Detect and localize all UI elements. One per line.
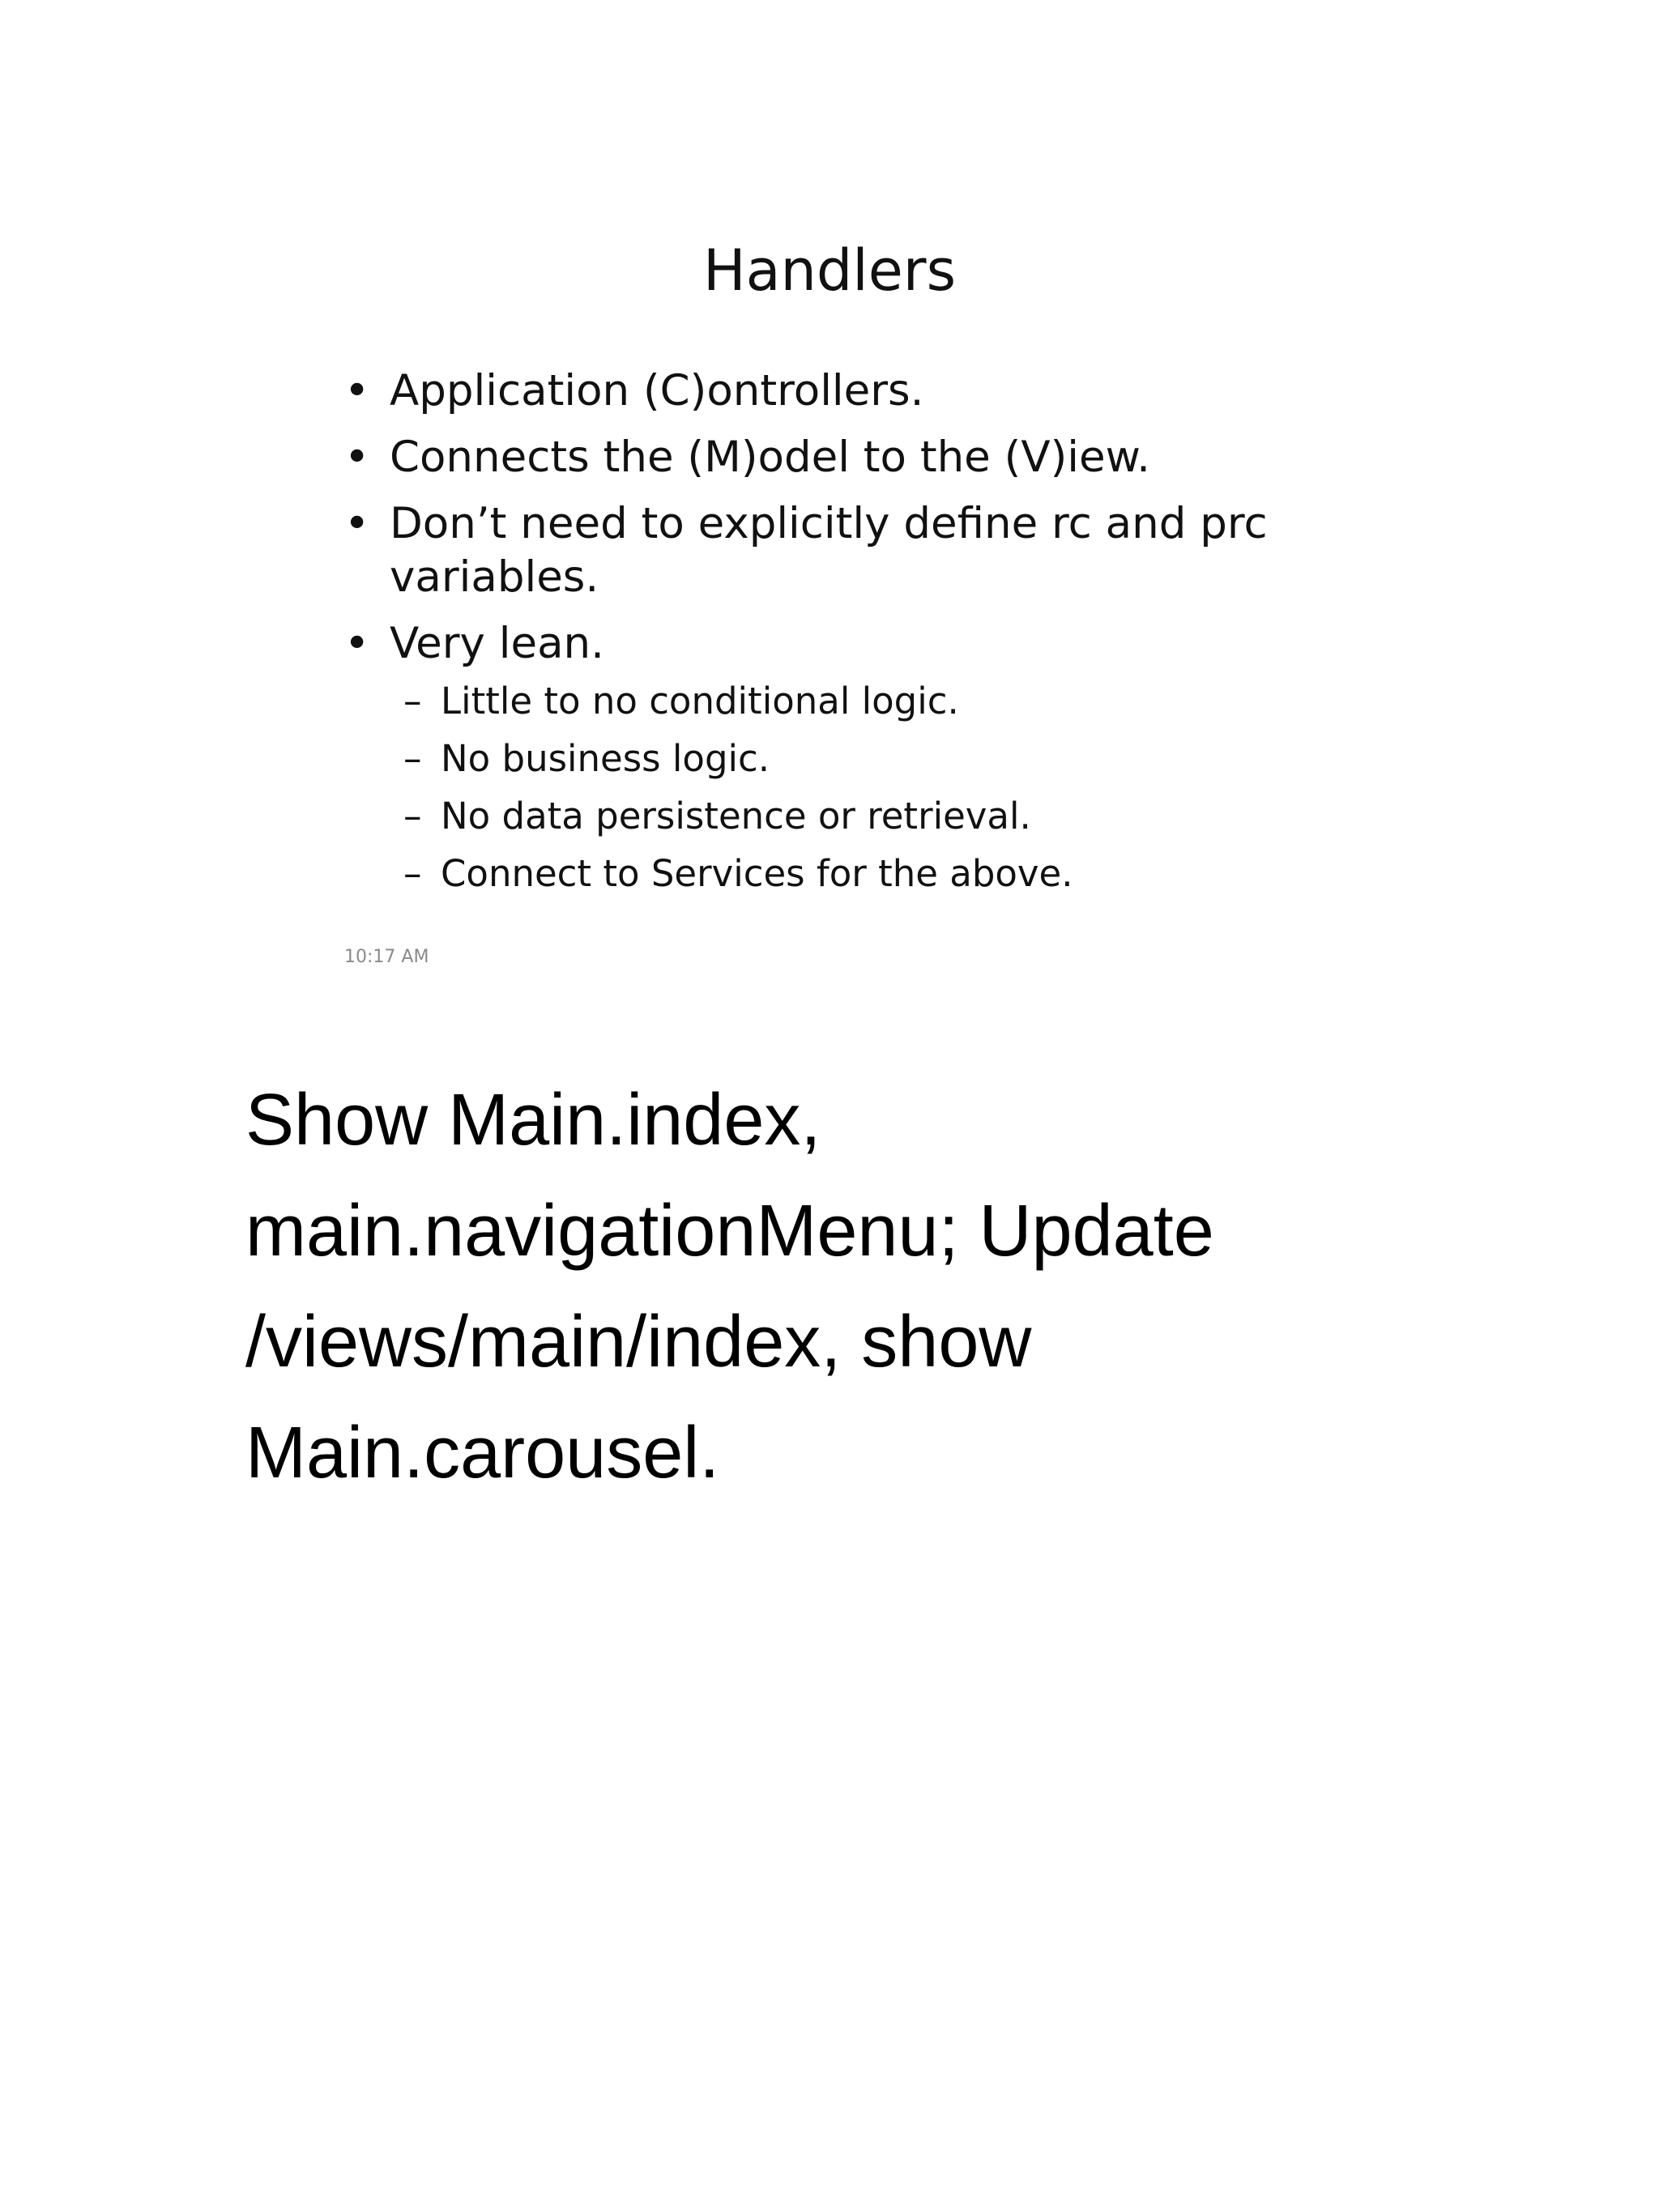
bullet-glyph: •: [344, 499, 370, 548]
subbullet-glyph: –: [403, 795, 422, 837]
bullet-text: Don’t need to explicitly define rc and prc variables.: [390, 499, 1268, 602]
subbullet-item: [403, 736, 1316, 782]
speaker-note: Show Main.index, main.navigationMenu; Update /views/main/index, show Main.carousel.: [245, 1080, 1214, 1494]
bullet-item: [344, 431, 1316, 484]
subbullet-glyph: –: [403, 680, 422, 722]
bullet-item: [344, 497, 1316, 604]
slide-timestamp: 10:17 AM: [344, 947, 429, 967]
subbullet-text: Little to no conditional logic.: [441, 680, 959, 722]
bullet-glyph: •: [344, 619, 370, 668]
bullet-glyph: •: [344, 366, 370, 416]
subbullet-glyph: –: [403, 737, 422, 780]
subbullet-glyph: –: [403, 852, 422, 895]
bullet-text: Very lean.: [390, 619, 604, 668]
slide-thumbnail: [0, 0, 1659, 1021]
subbullet-item: [403, 851, 1316, 897]
subbullet-text: No data persistence or retrieval.: [441, 795, 1031, 837]
bullet-list: [344, 364, 1316, 910]
bullet-text: Application (C)ontrollers.: [390, 366, 924, 416]
bullet-text: Connects the (M)odel to the (V)iew.: [390, 433, 1150, 482]
subbullet-text: No business logic.: [441, 737, 770, 780]
subbullet-text: Connect to Services for the above.: [441, 852, 1073, 895]
bullet-glyph: •: [344, 433, 370, 482]
bullet-item: [344, 364, 1316, 418]
bullet-item: [344, 617, 1316, 897]
subbullet-list: [390, 679, 1316, 897]
subbullet-item: [403, 794, 1316, 839]
subbullet-item: [403, 679, 1316, 724]
slide-title: Handlers: [702, 237, 957, 304]
